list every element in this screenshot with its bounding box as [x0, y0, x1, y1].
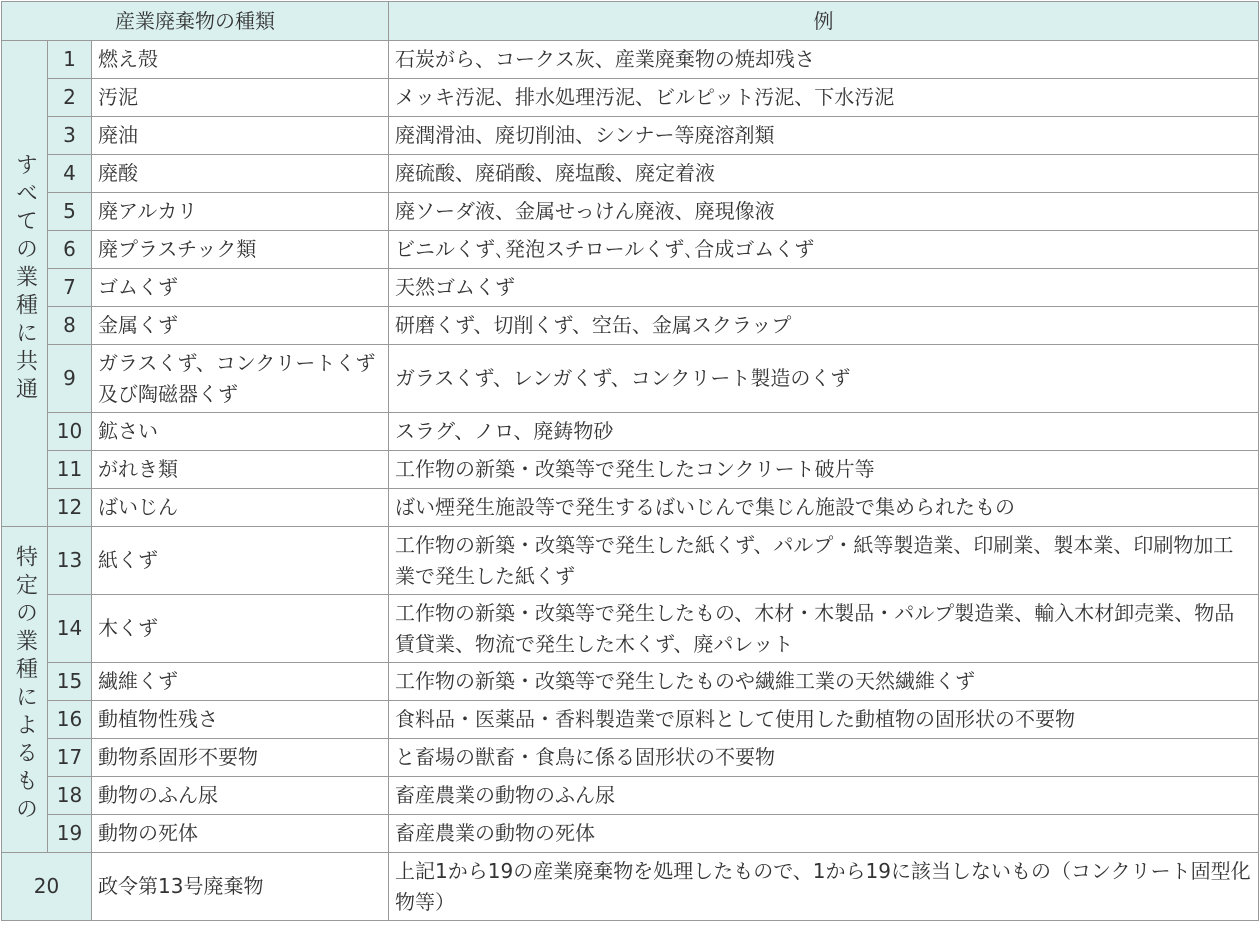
waste-example: 廃潤滑油、廃切削油、シンナー等廃溶剤類 [389, 117, 1259, 155]
waste-example: ガラスくず、レンガくず、コンクリート製造のくず [389, 345, 1259, 413]
waste-name: 廃酸 [92, 155, 389, 193]
table-row [2, 231, 1259, 269]
waste-example: 上記1から19の産業廃棄物を処理したもので、1から19に該当しないもの（コンクリート固型化物等） [389, 853, 1259, 921]
row-number: 17 [48, 739, 92, 777]
waste-name: 繊維くず [92, 663, 389, 701]
row-number: 14 [48, 595, 92, 663]
row-number: 6 [48, 231, 92, 269]
row-number: 4 [48, 155, 92, 193]
waste-example: ばい煙発生施設等で発生するばいじんで集じん施設で集められたもの [389, 489, 1259, 527]
table-header-row [2, 2, 1259, 41]
category-common: すべての業種に共通 [2, 41, 48, 527]
row-number: 8 [48, 307, 92, 345]
table-row [2, 451, 1259, 489]
waste-example: 工作物の新築・改築等で発生した紙くず、パルプ・紙等製造業、印刷業、製本業、印刷物加工業で発生した紙くず [389, 527, 1259, 595]
table-row [2, 853, 1259, 921]
row-number: 13 [48, 527, 92, 595]
waste-example: 天然ゴムくず [389, 269, 1259, 307]
table-row [2, 489, 1259, 527]
waste-example: メッキ汚泥、排水処理汚泥、ビルピット汚泥、下水汚泥 [389, 79, 1259, 117]
waste-name: がれき類 [92, 451, 389, 489]
waste-example: 石炭がら、コークス灰、産業廃棄物の焼却残さ [389, 41, 1259, 79]
table-row [2, 777, 1259, 815]
row-number: 9 [48, 345, 92, 413]
row-number: 1 [48, 41, 92, 79]
row-number: 7 [48, 269, 92, 307]
waste-name: 動植物性残さ [92, 701, 389, 739]
waste-name: 廃油 [92, 117, 389, 155]
table-row [2, 117, 1259, 155]
table-row [2, 41, 1259, 79]
row-number: 15 [48, 663, 92, 701]
waste-example: 廃硫酸、廃硝酸、廃塩酸、廃定着液 [389, 155, 1259, 193]
table-row [2, 815, 1259, 853]
row-number: 11 [48, 451, 92, 489]
waste-name: 動物のふん尿 [92, 777, 389, 815]
table-row [2, 663, 1259, 701]
waste-example: スラグ、ノロ、廃鋳物砂 [389, 413, 1259, 451]
row-number: 10 [48, 413, 92, 451]
waste-name: 廃アルカリ [92, 193, 389, 231]
waste-example: 工作物の新築・改築等で発生したもの、木材・木製品・パルプ製造業、輸入木材卸売業、物品賃貸業、物流で発生した木くず、廃パレット [389, 595, 1259, 663]
table-row [2, 527, 1259, 595]
waste-example: 研磨くず、切削くず、空缶、金属スクラップ [389, 307, 1259, 345]
table-row [2, 193, 1259, 231]
waste-name: 政令第13号廃棄物 [92, 853, 389, 921]
table-row [2, 307, 1259, 345]
table-row [2, 269, 1259, 307]
row-number: 2 [48, 79, 92, 117]
table-row [2, 739, 1259, 777]
table-row [2, 79, 1259, 117]
row-number: 20 [2, 853, 92, 921]
waste-name: 燃え殻 [92, 41, 389, 79]
header-type: 産業廃棄物の種類 [2, 2, 389, 41]
table-row [2, 155, 1259, 193]
table-row [2, 595, 1259, 663]
waste-name: 汚泥 [92, 79, 389, 117]
row-number: 12 [48, 489, 92, 527]
waste-example: 食料品・医薬品・香料製造業で原料として使用した動植物の固形状の不要物 [389, 701, 1259, 739]
waste-name: 動物系固形不要物 [92, 739, 389, 777]
waste-name: ガラスくず、コンクリートくず及び陶磁器くず [92, 345, 389, 413]
waste-name: 金属くず [92, 307, 389, 345]
category-specific: 特定の業種によるもの [2, 527, 48, 853]
row-number: 18 [48, 777, 92, 815]
waste-name: 鉱さい [92, 413, 389, 451]
industrial-waste-table [1, 1, 1259, 921]
table-row [2, 413, 1259, 451]
waste-example: 工作物の新築・改築等で発生したコンクリート破片等 [389, 451, 1259, 489]
waste-example: 廃ソーダ液、金属せっけん廃液、廃現像液 [389, 193, 1259, 231]
waste-name: 木くず [92, 595, 389, 663]
waste-example: 工作物の新築・改築等で発生したものや繊維工業の天然繊維くず [389, 663, 1259, 701]
waste-name: 廃プラスチック類 [92, 231, 389, 269]
waste-name: ゴムくず [92, 269, 389, 307]
waste-name: 動物の死体 [92, 815, 389, 853]
row-number: 16 [48, 701, 92, 739]
header-example: 例 [389, 2, 1259, 41]
waste-example: 畜産農業の動物の死体 [389, 815, 1259, 853]
waste-name: 紙くず [92, 527, 389, 595]
waste-example: と畜場の獣畜・食鳥に係る固形状の不要物 [389, 739, 1259, 777]
table-row [2, 701, 1259, 739]
row-number: 19 [48, 815, 92, 853]
row-number: 3 [48, 117, 92, 155]
waste-example: 畜産農業の動物のふん尿 [389, 777, 1259, 815]
table-row [2, 345, 1259, 413]
row-number: 5 [48, 193, 92, 231]
waste-name: ばいじん [92, 489, 389, 527]
waste-example: ビニルくず､発泡スチロールくず､合成ゴムくず [389, 231, 1259, 269]
